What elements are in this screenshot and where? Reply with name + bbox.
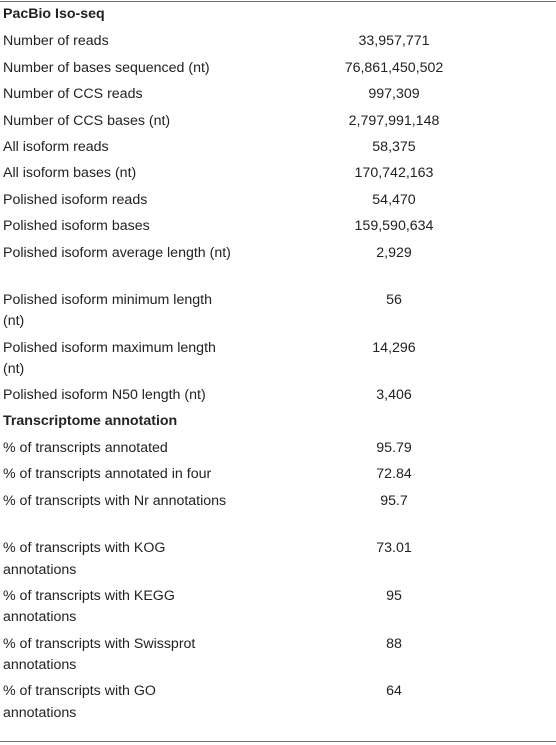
table-row	[0, 435, 556, 461]
table-row	[0, 81, 556, 107]
table-bottom-rule	[0, 741, 556, 742]
row-value: 2,929	[376, 244, 412, 261]
row-label: % of transcripts with KEGG annotations	[3, 588, 175, 626]
row-value: 73.01	[376, 540, 412, 557]
row-value: 14,296	[372, 339, 416, 356]
row-value: 88	[386, 635, 402, 652]
section-heading-row	[0, 2, 556, 28]
table-row	[0, 55, 556, 81]
section-heading: PacBio Iso-seq	[3, 6, 105, 22]
row-value: 997,309	[368, 86, 420, 103]
table-row	[0, 187, 556, 213]
row-value: 159,590,634	[354, 218, 434, 235]
row-label: Polished isoform minimum length (nt)	[3, 292, 212, 330]
row-label: All isoform bases (nt)	[3, 165, 137, 182]
row-label: Number of CCS reads	[3, 86, 143, 103]
row-label: Number of CCS bases (nt)	[3, 112, 171, 129]
row-value: 72.84	[376, 466, 412, 483]
row-label: Polished isoform reads	[3, 191, 148, 208]
row-value: 58,375	[372, 138, 416, 155]
section-heading: Transcriptome annotation	[3, 412, 178, 429]
row-label: All isoform reads	[3, 138, 109, 155]
table-row	[0, 160, 556, 186]
row-value: 2,797,991,148	[348, 112, 440, 129]
row-value: 95	[386, 588, 402, 605]
row-label: % of transcripts annotated	[3, 440, 168, 457]
row-label: % of transcripts annotated in four	[3, 466, 212, 483]
row-label: Polished isoform average length (nt)	[3, 244, 231, 261]
row-label: Polished isoform maximum length (nt)	[3, 339, 216, 377]
row-label: Number of bases sequenced (nt)	[3, 59, 210, 76]
row-label: % of transcripts with Nr annotations	[3, 492, 227, 509]
table-row	[0, 28, 556, 54]
row-value: 56	[386, 292, 402, 309]
row-value: 64	[386, 683, 402, 700]
section-heading-row	[0, 409, 556, 435]
row-value: 33,957,771	[358, 33, 430, 50]
table-row	[0, 287, 556, 335]
table-row	[0, 213, 556, 239]
table-row	[0, 535, 556, 583]
table-row	[0, 488, 556, 536]
row-value: 54,470	[372, 191, 416, 208]
table-row	[0, 461, 556, 487]
table-row	[0, 678, 556, 726]
row-label: Polished isoform N50 length (nt)	[3, 387, 206, 404]
row-label: Number of reads	[3, 33, 109, 50]
row-label: % of transcripts with Swissprot annotations	[3, 635, 196, 673]
table-row	[0, 382, 556, 408]
row-label: Polished isoform bases	[3, 218, 150, 235]
table-row	[0, 108, 556, 134]
table-row	[0, 335, 556, 383]
row-label: % of transcripts with GO annotations	[3, 683, 156, 721]
row-value: 95.7	[380, 492, 408, 509]
row-value: 3,406	[376, 387, 412, 404]
row-value: 76,861,450,502	[344, 59, 444, 76]
table-row	[0, 631, 556, 679]
table-rows	[0, 2, 556, 726]
row-value: 95.79	[376, 440, 412, 457]
table-row	[0, 134, 556, 160]
table-row	[0, 583, 556, 631]
row-value: 170,742,163	[354, 165, 434, 182]
table-row	[0, 240, 556, 288]
row-label: % of transcripts with KOG annotations	[3, 540, 166, 578]
